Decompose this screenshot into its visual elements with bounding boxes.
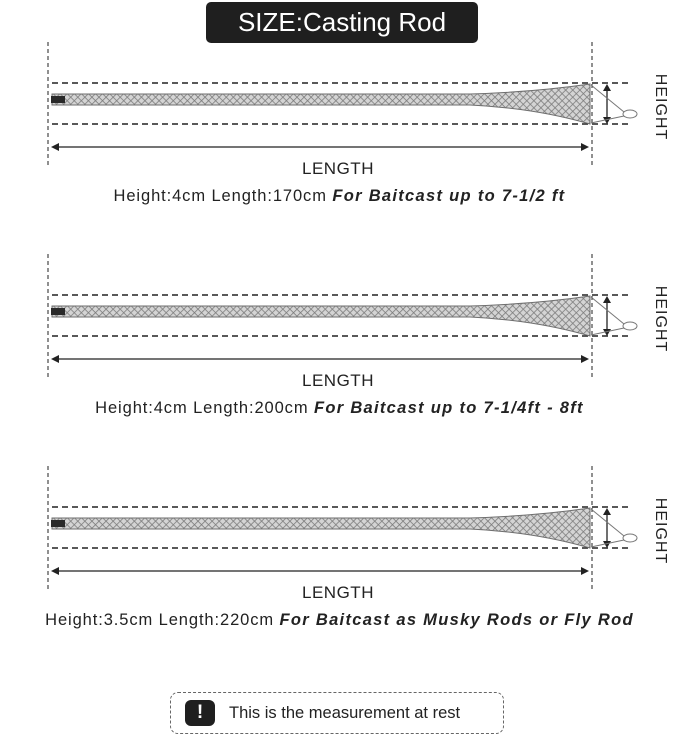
spec-size: Height:4cm Length:200cm: [95, 399, 309, 417]
length-label: LENGTH: [302, 583, 374, 602]
sleeve-end-cap: [51, 96, 65, 103]
rod-sleeve-shape: [52, 296, 590, 336]
height-label: HEIGHT: [652, 285, 670, 353]
drawstring-loop: [623, 110, 637, 118]
page-title: SIZE:Casting Rod: [206, 2, 478, 43]
length-arrow-head-left: [51, 143, 59, 151]
drawstring-loop: [623, 534, 637, 542]
spec-usage: For Baitcast as Musky Rods or Fly Rod: [279, 611, 634, 629]
notice-text: This is the measurement at rest: [229, 703, 461, 722]
sleeve-end-cap: [51, 520, 65, 527]
spec-size: Height:4cm Length:170cm: [113, 187, 327, 205]
length-arrow-head-left: [51, 355, 59, 363]
exclamation-icon: !: [185, 700, 215, 726]
rod-sleeve-shape: [52, 84, 590, 124]
length-label: LENGTH: [302, 371, 374, 390]
height-label: HEIGHT: [652, 73, 670, 141]
length-arrow-head-right: [581, 143, 589, 151]
height-label: HEIGHT: [652, 497, 670, 565]
spec-line-3: [0, 611, 679, 630]
measurement-notice: [170, 692, 504, 734]
drawstring-loop: [623, 322, 637, 330]
length-arrow-head-right: [581, 567, 589, 575]
spec-size: Height:3.5cm Length:220cm: [45, 611, 275, 629]
height-arrow-head-top: [603, 84, 611, 91]
height-arrow-head-top: [603, 508, 611, 515]
height-arrow-head-top: [603, 296, 611, 303]
length-arrow-head-right: [581, 355, 589, 363]
length-arrow-head-left: [51, 567, 59, 575]
length-label: LENGTH: [302, 159, 374, 178]
rod-sleeve-shape: [52, 508, 590, 548]
spec-line-1: [0, 187, 679, 206]
sleeve-end-cap: [51, 308, 65, 315]
spec-usage: For Baitcast up to 7-1/2 ft: [332, 187, 566, 205]
spec-line-2: [0, 399, 679, 418]
spec-usage: For Baitcast up to 7-1/4ft - 8ft: [313, 399, 584, 417]
